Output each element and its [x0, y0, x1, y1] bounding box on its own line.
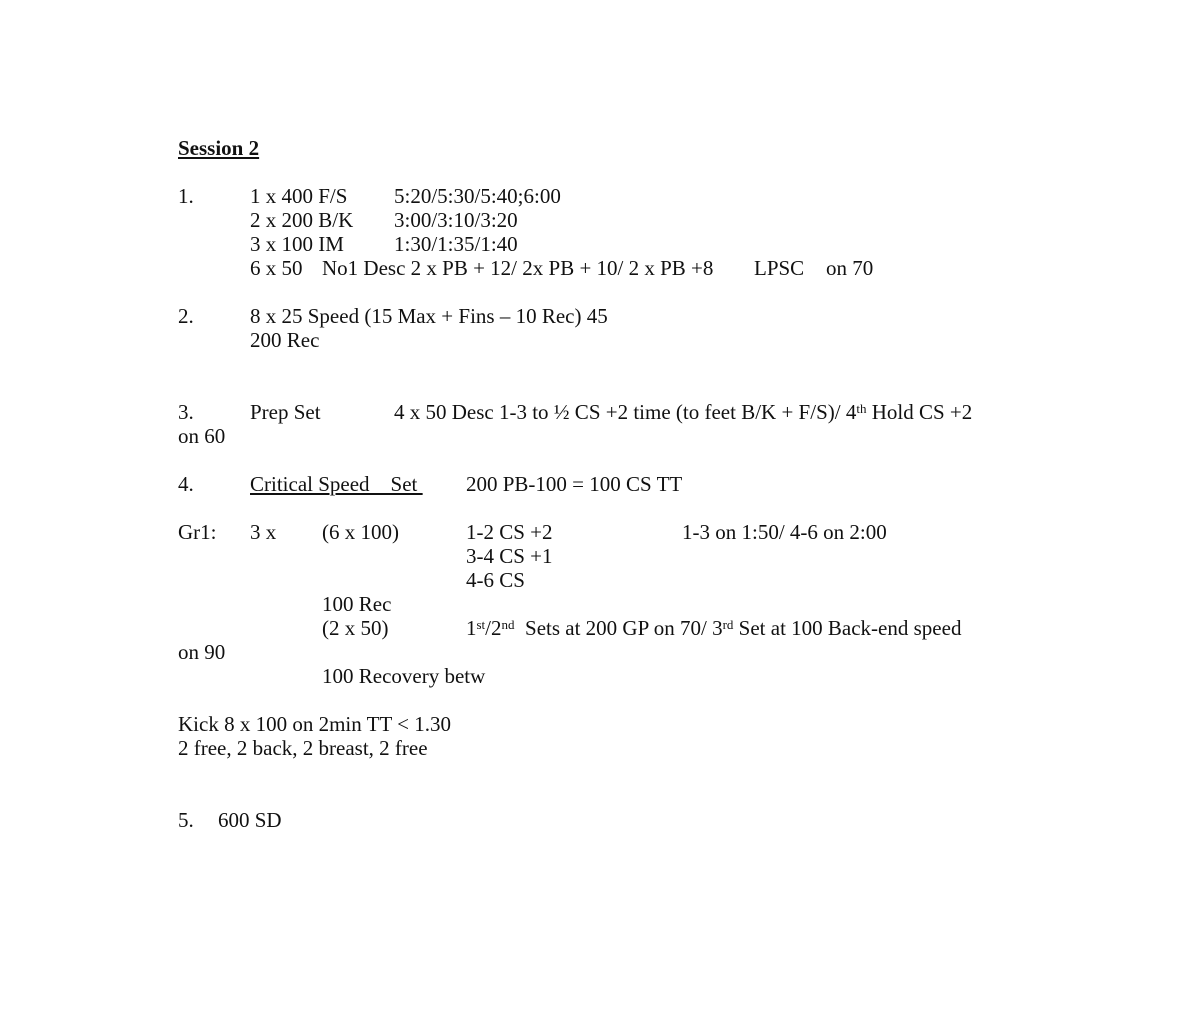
group-1-rec: 100 Rec: [322, 592, 392, 616]
group-1-pace-1: 1-2 CS +2: [466, 520, 553, 544]
item-1-interval: on 70: [826, 256, 874, 280]
item-4-detail: 200 PB-100 = 100 CS TT: [466, 472, 683, 496]
item-1-times-2: 3:00/3:10/3:20: [394, 208, 518, 232]
item-4-label: Critical Speed Set: [250, 472, 423, 496]
item-1-times-1: 5:20/5:30/5:40;6:00: [394, 184, 561, 208]
item-1-set-4: 6 x 50: [250, 256, 303, 280]
item-1-set-3: 3 x 100 IM: [250, 232, 344, 256]
item-5-text: 600 SD: [218, 808, 282, 832]
group-1-label: Gr1:: [178, 520, 217, 544]
item-3-label: Prep Set: [250, 400, 321, 424]
kick-line-2: 2 free, 2 back, 2 breast, 2 free: [178, 736, 428, 760]
item-1-times-3: 1:30/1:35/1:40: [394, 232, 518, 256]
group-1-set: (6 x 100): [322, 520, 399, 544]
item-3-detail: 4 x 50 Desc 1-3 to ½ CS +2 time (to feet B/K + F/S)/ 4th Hold CS +2: [394, 400, 973, 424]
item-1-set-1: 1 x 400 F/S: [250, 184, 348, 208]
group-1-pace-3: 4-6 CS: [466, 568, 525, 592]
item-1-detail-4: No1 Desc 2 x PB + 12/ 2x PB + 10/ 2 x PB +8: [322, 256, 714, 280]
item-2-line-2: 200 Rec: [250, 328, 320, 352]
item-1-number: 1.: [178, 184, 194, 208]
item-3-wrap: on 60: [178, 424, 226, 448]
item-2-line-1: 8 x 25 Speed (15 Max + Fins – 10 Rec) 45: [250, 304, 608, 328]
item-1-set-2: 2 x 200 B/K: [250, 208, 354, 232]
kick-line-1: Kick 8 x 100 on 2min TT < 1.30: [178, 712, 451, 736]
item-4-number: 4.: [178, 472, 194, 496]
group-1-set-2: (2 x 50): [322, 616, 389, 640]
group-1-pace-2: 3-4 CS +1: [466, 544, 553, 568]
group-1-reps: 3 x: [250, 520, 277, 544]
group-1-interval: 1-3 on 1:50/ 4-6 on 2:00: [682, 520, 887, 544]
session-title: Session 2: [178, 136, 260, 160]
item-5-number: 5.: [178, 808, 194, 832]
item-3-number: 3.: [178, 400, 194, 424]
item-2-number: 2.: [178, 304, 194, 328]
group-1-recovery: 100 Recovery betw: [322, 664, 486, 688]
group-1-wrap: on 90: [178, 640, 226, 664]
item-1-lpsc: LPSC: [754, 256, 805, 280]
group-1-sets-note: 1st/2nd Sets at 200 GP on 70/ 3rd Set at 100 Back-end speed: [466, 616, 962, 640]
